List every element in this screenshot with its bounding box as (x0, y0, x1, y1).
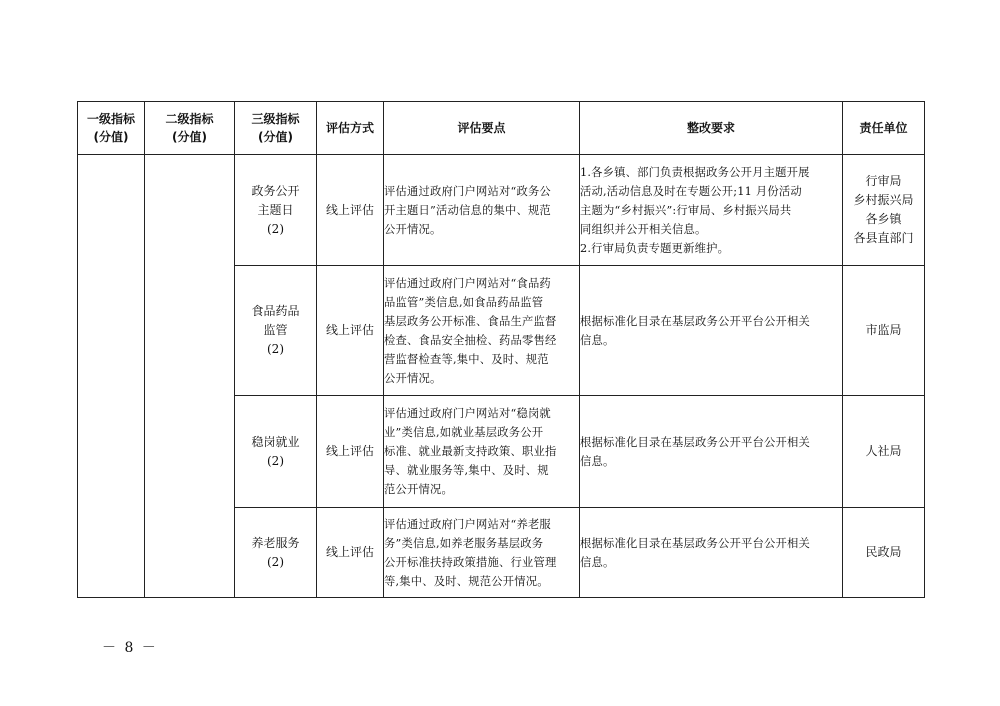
level2-cell (145, 155, 235, 598)
unit-cell: 行审局 乡村振兴局 各乡镇 各县直部门 (843, 155, 925, 266)
header-level2: 二级指标 (分值) (145, 102, 235, 155)
points-cell: 评估通过政府门户网站对“稳岗就 业”类信息,如就业基层政务公开 标准、就业最新支持政策、职业指 导、就业服务等,集中、及时、规 范公开情况。 (384, 396, 580, 508)
rectify-cell: 1.各乡镇、部门负责根据政务公开月主题开展 活动,活动信息及时在专题公开;11 月份活动 主题为“乡村振兴”:行审局、乡村振兴局共 同组织并公开相关信息。 2.行审局负责专题更新维护。 (580, 155, 843, 266)
assessment-table (77, 101, 925, 598)
level3-cell: 稳岗就业 (2) (235, 396, 317, 508)
table-row (78, 155, 925, 266)
header-rectify: 整改要求 (580, 102, 843, 155)
points-cell: 评估通过政府门户网站对“养老服 务”类信息,如养老服务基层政务 公开标准扶持政策措施、行业管理 等,集中、及时、规范公开情况。 (384, 508, 580, 598)
rectify-cell: 根据标准化目录在基层政务公开平台公开相关 信息。 (580, 266, 843, 396)
points-cell: 评估通过政府门户网站对“政务公 开主题日”活动信息的集中、规范 公开情况。 (384, 155, 580, 266)
level1-cell (78, 155, 145, 598)
unit-cell: 人社局 (843, 396, 925, 508)
level3-cell: 政务公开 主题日 (2) (235, 155, 317, 266)
header-row (78, 102, 925, 155)
unit-cell: 市监局 (843, 266, 925, 396)
header-level1: 一级指标 (分值) (78, 102, 145, 155)
method-cell: 线上评估 (317, 155, 384, 266)
method-cell: 线上评估 (317, 266, 384, 396)
method-cell: 线上评估 (317, 396, 384, 508)
header-unit: 责任单位 (843, 102, 925, 155)
header-method: 评估方式 (317, 102, 384, 155)
header-level3: 三级指标 (分值) (235, 102, 317, 155)
method-cell: 线上评估 (317, 508, 384, 598)
points-cell: 评估通过政府门户网站对“食品药 品监管”类信息,如食品药品监管 基层政务公开标准、食品生产监督 检查、食品安全抽检、药品零售经 营监督检查等,集中、及时、规范 公开情况。 (384, 266, 580, 396)
rectify-cell: 根据标准化目录在基层政务公开平台公开相关 信息。 (580, 508, 843, 598)
page-number: － 8 － (102, 640, 158, 656)
level3-cell: 食品药品 监管 (2) (235, 266, 317, 396)
unit-cell: 民政局 (843, 508, 925, 598)
rectify-cell: 根据标准化目录在基层政务公开平台公开相关 信息。 (580, 396, 843, 508)
level3-cell: 养老服务 (2) (235, 508, 317, 598)
header-points: 评估要点 (384, 102, 580, 155)
